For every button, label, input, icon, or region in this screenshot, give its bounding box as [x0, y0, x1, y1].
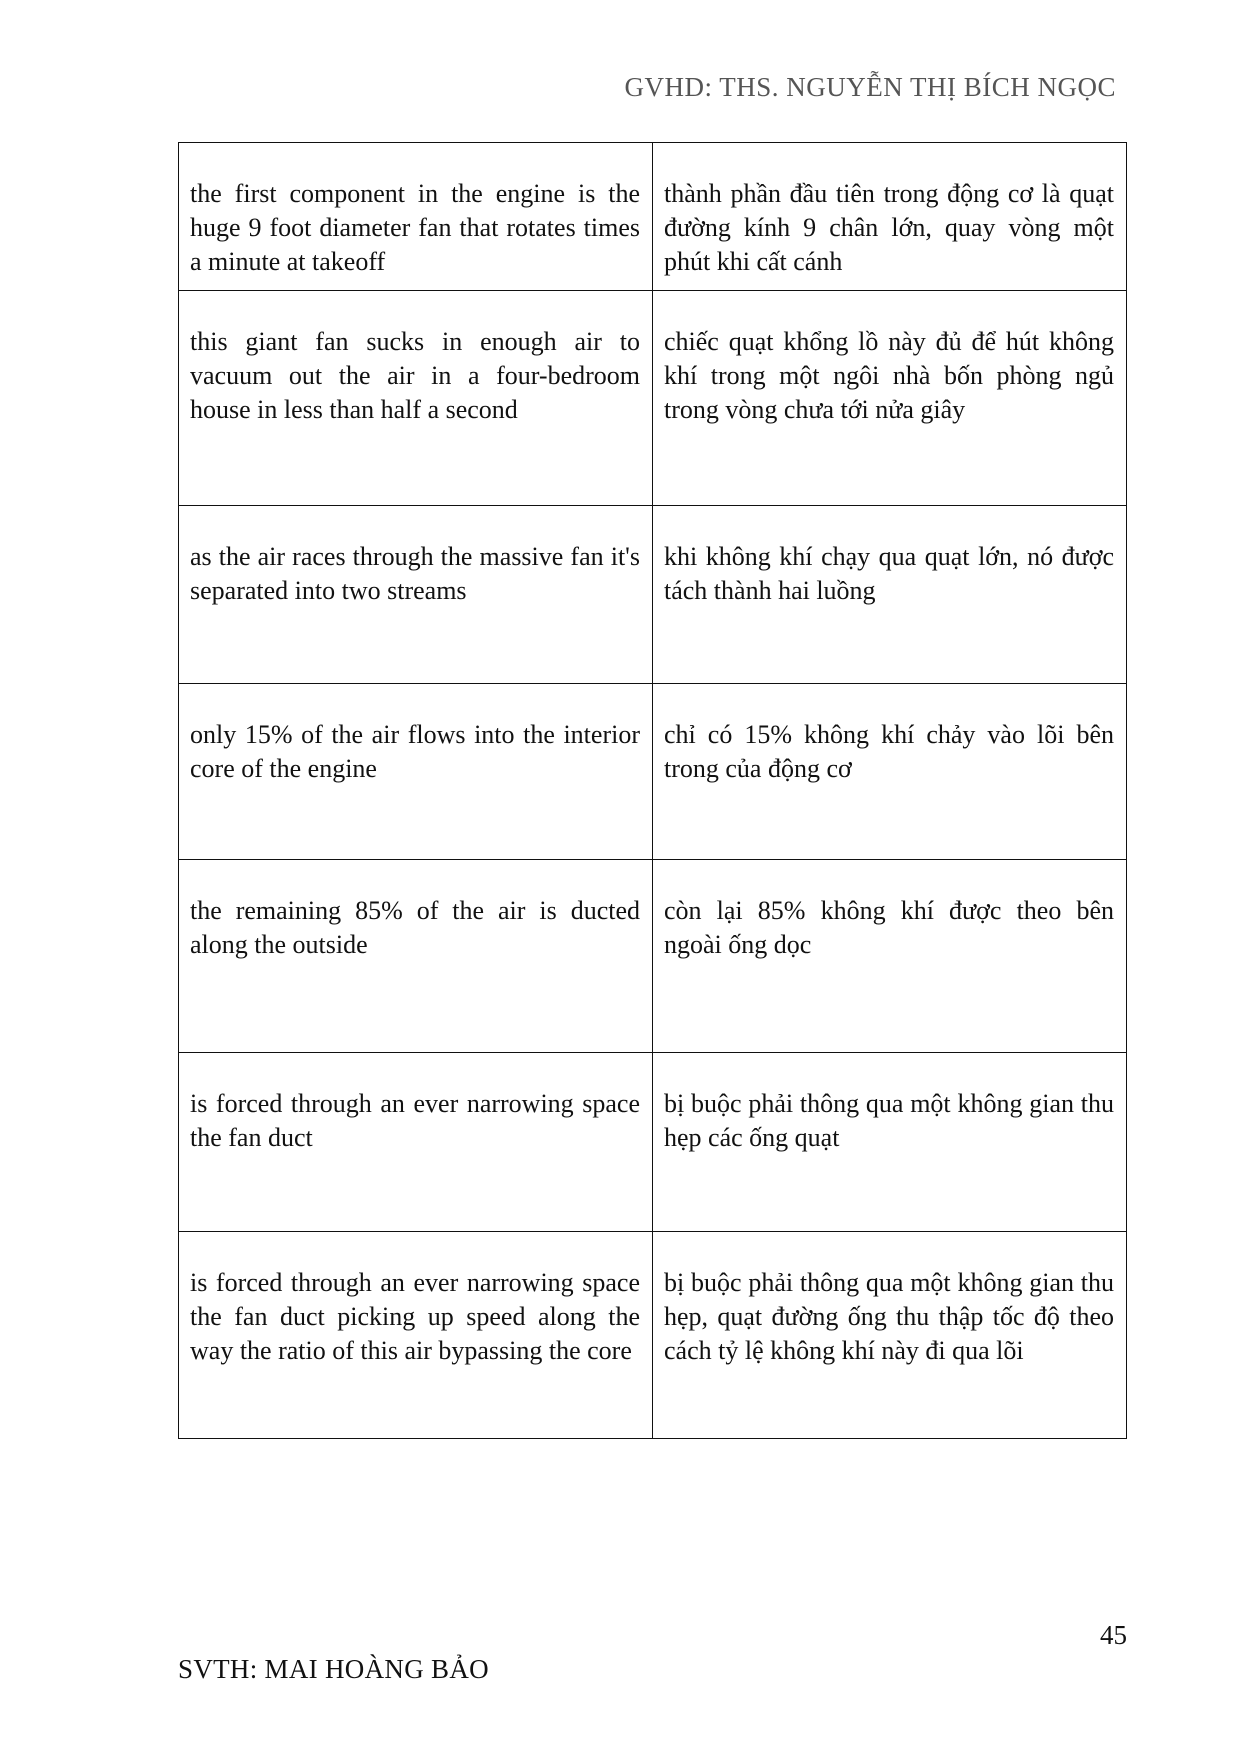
vietnamese-cell: còn lại 85% không khí được theo bên ngoài ống dọc: [653, 860, 1127, 1053]
table-row: [179, 506, 1127, 684]
table-row: [179, 143, 1127, 291]
translation-table: [178, 142, 1127, 1439]
english-cell: the remaining 85% of the air is ducted along the outside: [179, 860, 653, 1053]
vietnamese-cell: khi không khí chạy qua quạt lớn, nó được tách thành hai luồng: [653, 506, 1127, 684]
table-row: [179, 860, 1127, 1053]
vietnamese-cell: thành phần đầu tiên trong động cơ là quạt đường kính 9 chân lớn, quay vòng một phút khi cất cánh: [653, 143, 1127, 291]
english-cell: as the air races through the massive fan it's separated into two streams: [179, 506, 653, 684]
english-cell: only 15% of the air flows into the interior core of the engine: [179, 684, 653, 860]
page-header-advisor: GVHD: THS. NGUYỄN THỊ BÍCH NGỌC: [624, 72, 1116, 102]
table-row: [179, 1053, 1127, 1232]
table-row: [179, 1232, 1127, 1439]
vietnamese-cell: bị buộc phải thông qua một không gian thu hẹp các ống quạt: [653, 1053, 1127, 1232]
english-cell: this giant fan sucks in enough air to vacuum out the air in a four-bedroom house in less than half a second: [179, 291, 653, 506]
english-cell: the first component in the engine is the huge 9 foot diameter fan that rotates times a minute at takeoff: [179, 143, 653, 291]
page-number: 45: [1100, 1620, 1127, 1650]
table-row: [179, 291, 1127, 506]
vietnamese-cell: chỉ có 15% không khí chảy vào lõi bên trong của động cơ: [653, 684, 1127, 860]
vietnamese-cell: chiếc quạt khổng lồ này đủ để hút không khí trong một ngôi nhà bốn phòng ngủ trong vòng chưa tới nửa giây: [653, 291, 1127, 506]
table-row: [179, 684, 1127, 860]
page-footer-student: SVTH: MAI HOÀNG BẢO: [178, 1654, 489, 1684]
english-cell: is forced through an ever narrowing space the fan duct picking up speed along the way the ratio of this air bypassing the core: [179, 1232, 653, 1439]
vietnamese-cell: bị buộc phải thông qua một không gian thu hẹp, quạt đường ống thu thập tốc độ theo cách tỷ lệ không khí này đi qua lõi: [653, 1232, 1127, 1439]
english-cell: is forced through an ever narrowing space the fan duct: [179, 1053, 653, 1232]
